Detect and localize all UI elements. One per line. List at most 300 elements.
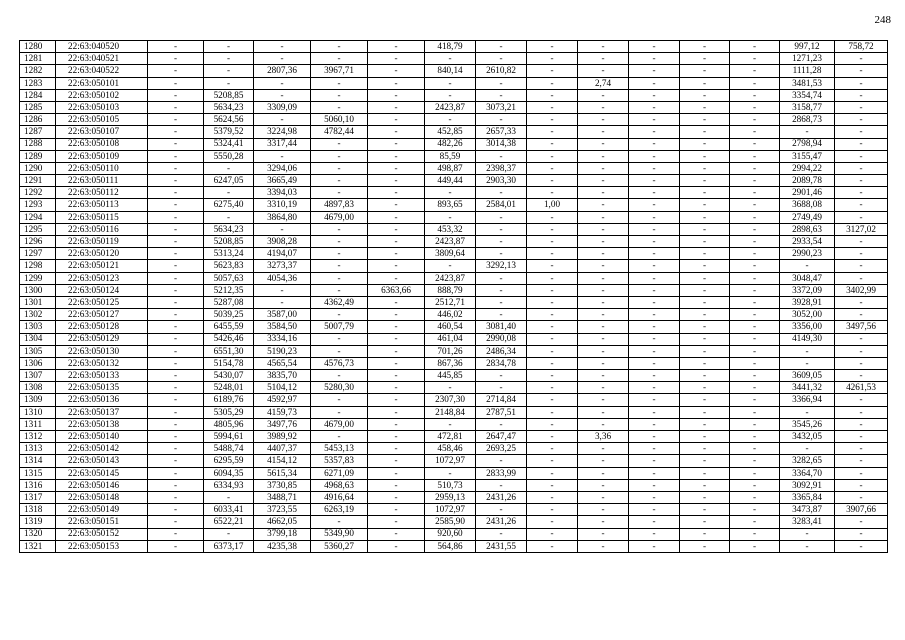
- cadastral-number-cell: 22:63:050110: [56, 162, 148, 174]
- value-cell: -: [311, 394, 368, 406]
- value-cell: -: [368, 272, 425, 284]
- value-cell: -: [425, 89, 476, 101]
- value-cell: -: [148, 516, 204, 528]
- row-number-cell: 1291: [20, 175, 56, 187]
- value-cell: 2834,78: [476, 357, 527, 369]
- value-cell: -: [368, 114, 425, 126]
- value-cell: -: [148, 309, 204, 321]
- value-cell: 4916,64: [311, 491, 368, 503]
- cadastral-number-cell: 22:63:050145: [56, 467, 148, 479]
- value-cell: -: [368, 296, 425, 308]
- value-cell: -: [527, 406, 578, 418]
- value-cell: -: [527, 260, 578, 272]
- value-cell: 5039,25: [204, 309, 254, 321]
- value-cell: -: [148, 333, 204, 345]
- value-cell: 446,02: [425, 309, 476, 321]
- value-cell: -: [835, 89, 888, 101]
- value-cell: 5488,74: [204, 443, 254, 455]
- value-cell: -: [368, 138, 425, 150]
- row-number-cell: 1305: [20, 345, 56, 357]
- value-cell: 5349,90: [311, 528, 368, 540]
- value-cell: -: [527, 357, 578, 369]
- value-cell: -: [629, 53, 680, 65]
- value-cell: -: [730, 101, 780, 113]
- value-cell: 6551,30: [204, 345, 254, 357]
- value-cell: -: [368, 357, 425, 369]
- value-cell: -: [527, 443, 578, 455]
- value-cell: 5550,28: [204, 150, 254, 162]
- value-cell: -: [368, 516, 425, 528]
- value-cell: 5060,10: [311, 114, 368, 126]
- value-cell: 2994,22: [780, 162, 835, 174]
- value-cell: 3908,28: [254, 236, 311, 248]
- value-cell: 418,79: [425, 41, 476, 53]
- value-cell: 3354,74: [780, 89, 835, 101]
- value-cell: -: [780, 540, 835, 552]
- value-cell: -: [578, 491, 629, 503]
- value-cell: -: [476, 479, 527, 491]
- value-cell: 5280,30: [311, 382, 368, 394]
- value-cell: -: [680, 114, 730, 126]
- value-cell: 5357,83: [311, 455, 368, 467]
- value-cell: -: [835, 394, 888, 406]
- row-number-cell: 1311: [20, 418, 56, 430]
- value-cell: -: [730, 175, 780, 187]
- value-cell: -: [680, 491, 730, 503]
- table-row: [20, 162, 888, 174]
- value-cell: -: [148, 382, 204, 394]
- table-row: [20, 101, 888, 113]
- value-cell: -: [476, 114, 527, 126]
- cadastral-number-cell: 22:63:050116: [56, 223, 148, 235]
- value-cell: -: [629, 41, 680, 53]
- value-cell: 3155,47: [780, 150, 835, 162]
- value-cell: -: [730, 260, 780, 272]
- value-cell: -: [254, 223, 311, 235]
- value-cell: -: [629, 516, 680, 528]
- value-cell: -: [311, 89, 368, 101]
- value-cell: -: [368, 321, 425, 333]
- cadastral-number-cell: 22:63:050140: [56, 431, 148, 443]
- value-cell: -: [578, 370, 629, 382]
- value-cell: 510,73: [425, 479, 476, 491]
- value-cell: -: [254, 53, 311, 65]
- value-cell: -: [148, 77, 204, 89]
- value-cell: 888,79: [425, 284, 476, 296]
- value-cell: -: [578, 114, 629, 126]
- value-cell: -: [148, 528, 204, 540]
- row-number-cell: 1301: [20, 296, 56, 308]
- cadastral-number-cell: 22:63:050137: [56, 406, 148, 418]
- cadastral-number-cell: 22:63:040522: [56, 65, 148, 77]
- value-cell: -: [629, 65, 680, 77]
- value-cell: -: [368, 443, 425, 455]
- value-cell: 4194,07: [254, 248, 311, 260]
- value-cell: -: [527, 126, 578, 138]
- value-cell: -: [148, 418, 204, 430]
- value-cell: 2089,78: [780, 175, 835, 187]
- value-cell: -: [578, 211, 629, 223]
- value-cell: -: [527, 162, 578, 174]
- value-cell: 6522,21: [204, 516, 254, 528]
- table-row: [20, 491, 888, 503]
- value-cell: -: [527, 248, 578, 260]
- value-cell: -: [425, 418, 476, 430]
- value-cell: -: [578, 53, 629, 65]
- cadastral-number-cell: 22:63:040520: [56, 41, 148, 53]
- value-cell: -: [680, 443, 730, 455]
- value-cell: 867,36: [425, 357, 476, 369]
- value-cell: -: [476, 370, 527, 382]
- value-cell: -: [730, 284, 780, 296]
- value-cell: -: [311, 138, 368, 150]
- value-cell: -: [730, 162, 780, 174]
- value-cell: -: [835, 162, 888, 174]
- cadastral-number-cell: 22:63:050102: [56, 89, 148, 101]
- row-number-cell: 1298: [20, 260, 56, 272]
- row-number-cell: 1315: [20, 467, 56, 479]
- value-cell: -: [629, 89, 680, 101]
- value-cell: -: [730, 357, 780, 369]
- value-cell: -: [780, 345, 835, 357]
- value-cell: -: [254, 150, 311, 162]
- value-cell: -: [368, 467, 425, 479]
- table-row: [20, 479, 888, 491]
- value-cell: 5379,52: [204, 126, 254, 138]
- value-cell: 5287,08: [204, 296, 254, 308]
- value-cell: 3907,66: [835, 504, 888, 516]
- value-cell: -: [629, 455, 680, 467]
- row-number-cell: 1287: [20, 126, 56, 138]
- value-cell: -: [629, 394, 680, 406]
- value-cell: -: [148, 199, 204, 211]
- value-cell: -: [680, 41, 730, 53]
- cadastral-number-cell: 22:63:050109: [56, 150, 148, 162]
- value-cell: -: [148, 479, 204, 491]
- value-cell: 5104,12: [254, 382, 311, 394]
- value-cell: 5208,85: [204, 236, 254, 248]
- table-row: [20, 321, 888, 333]
- value-cell: -: [148, 41, 204, 53]
- value-cell: -: [148, 162, 204, 174]
- row-number-cell: 1313: [20, 443, 56, 455]
- cadastral-number-cell: 22:63:050132: [56, 357, 148, 369]
- value-cell: -: [148, 150, 204, 162]
- value-cell: -: [680, 53, 730, 65]
- value-cell: -: [368, 504, 425, 516]
- value-cell: -: [368, 370, 425, 382]
- cadastral-number-cell: 22:63:050127: [56, 309, 148, 321]
- value-cell: -: [730, 89, 780, 101]
- value-cell: 3052,00: [780, 309, 835, 321]
- value-cell: -: [148, 223, 204, 235]
- value-cell: -: [835, 187, 888, 199]
- table-row: [20, 223, 888, 235]
- value-cell: -: [476, 41, 527, 53]
- value-cell: -: [730, 479, 780, 491]
- value-cell: -: [680, 126, 730, 138]
- value-cell: -: [148, 296, 204, 308]
- value-cell: -: [835, 248, 888, 260]
- value-cell: -: [578, 199, 629, 211]
- cadastral-number-cell: 22:63:050151: [56, 516, 148, 528]
- value-cell: 3967,71: [311, 65, 368, 77]
- table-row: [20, 516, 888, 528]
- value-cell: -: [527, 370, 578, 382]
- value-cell: -: [680, 89, 730, 101]
- value-cell: -: [835, 138, 888, 150]
- value-cell: 5623,83: [204, 260, 254, 272]
- value-cell: -: [527, 504, 578, 516]
- value-cell: -: [425, 211, 476, 223]
- value-cell: 2585,90: [425, 516, 476, 528]
- value-cell: 3432,05: [780, 431, 835, 443]
- value-cell: -: [730, 77, 780, 89]
- value-cell: -: [578, 443, 629, 455]
- value-cell: -: [578, 467, 629, 479]
- row-number-cell: 1306: [20, 357, 56, 369]
- value-cell: -: [835, 467, 888, 479]
- value-cell: -: [311, 431, 368, 443]
- cadastral-number-cell: 22:63:050146: [56, 479, 148, 491]
- value-cell: 3364,70: [780, 467, 835, 479]
- value-cell: -: [680, 357, 730, 369]
- value-cell: -: [629, 114, 680, 126]
- value-cell: -: [680, 516, 730, 528]
- value-cell: 5360,27: [311, 540, 368, 552]
- value-cell: 2431,26: [476, 516, 527, 528]
- value-cell: -: [148, 370, 204, 382]
- table-body: [20, 41, 888, 553]
- value-cell: -: [527, 321, 578, 333]
- value-cell: -: [780, 528, 835, 540]
- value-cell: -: [835, 296, 888, 308]
- value-cell: -: [680, 394, 730, 406]
- value-cell: 997,12: [780, 41, 835, 53]
- value-cell: 472,81: [425, 431, 476, 443]
- value-cell: -: [578, 101, 629, 113]
- value-cell: -: [629, 443, 680, 455]
- value-cell: 2647,47: [476, 431, 527, 443]
- value-cell: -: [629, 345, 680, 357]
- row-number-cell: 1308: [20, 382, 56, 394]
- value-cell: -: [476, 77, 527, 89]
- value-cell: -: [629, 284, 680, 296]
- value-cell: -: [680, 260, 730, 272]
- value-cell: -: [629, 248, 680, 260]
- value-cell: -: [680, 199, 730, 211]
- value-cell: -: [368, 199, 425, 211]
- table-row: [20, 357, 888, 369]
- value-cell: -: [578, 406, 629, 418]
- value-cell: 920,60: [425, 528, 476, 540]
- value-cell: -: [629, 382, 680, 394]
- value-cell: -: [148, 65, 204, 77]
- value-cell: 3723,55: [254, 504, 311, 516]
- value-cell: -: [578, 455, 629, 467]
- value-cell: -: [148, 53, 204, 65]
- value-cell: 3334,16: [254, 333, 311, 345]
- table-row: [20, 455, 888, 467]
- table-row: [20, 284, 888, 296]
- value-cell: -: [476, 53, 527, 65]
- value-cell: -: [835, 126, 888, 138]
- value-cell: 2486,34: [476, 345, 527, 357]
- value-cell: -: [527, 491, 578, 503]
- value-cell: -: [148, 175, 204, 187]
- value-cell: 1072,97: [425, 455, 476, 467]
- value-cell: -: [780, 260, 835, 272]
- value-cell: -: [527, 187, 578, 199]
- value-cell: -: [527, 211, 578, 223]
- value-cell: 2148,84: [425, 406, 476, 418]
- value-cell: 3127,02: [835, 223, 888, 235]
- value-cell: -: [835, 150, 888, 162]
- table-row: [20, 406, 888, 418]
- value-cell: -: [730, 211, 780, 223]
- value-cell: -: [780, 357, 835, 369]
- value-cell: 5430,07: [204, 370, 254, 382]
- value-cell: -: [527, 138, 578, 150]
- value-cell: -: [730, 321, 780, 333]
- value-cell: 5208,85: [204, 89, 254, 101]
- value-cell: 1,00: [527, 199, 578, 211]
- value-cell: 2657,33: [476, 126, 527, 138]
- value-cell: 4576,73: [311, 357, 368, 369]
- value-cell: -: [680, 138, 730, 150]
- value-cell: -: [368, 491, 425, 503]
- value-cell: -: [368, 236, 425, 248]
- cadastral-number-cell: 22:63:050136: [56, 394, 148, 406]
- value-cell: -: [680, 309, 730, 321]
- value-cell: 3584,50: [254, 321, 311, 333]
- value-cell: 3864,80: [254, 211, 311, 223]
- value-cell: -: [835, 309, 888, 321]
- value-cell: 2693,25: [476, 443, 527, 455]
- value-cell: -: [730, 223, 780, 235]
- table-row: [20, 65, 888, 77]
- value-cell: -: [730, 236, 780, 248]
- value-cell: -: [730, 540, 780, 552]
- cadastral-number-cell: 22:63:050148: [56, 491, 148, 503]
- value-cell: -: [311, 516, 368, 528]
- value-cell: 3365,84: [780, 491, 835, 503]
- value-cell: -: [730, 431, 780, 443]
- value-cell: -: [629, 296, 680, 308]
- cadastral-number-cell: 22:63:050107: [56, 126, 148, 138]
- table-row: [20, 138, 888, 150]
- value-cell: 3224,98: [254, 126, 311, 138]
- value-cell: -: [578, 309, 629, 321]
- value-cell: -: [835, 443, 888, 455]
- value-cell: -: [730, 455, 780, 467]
- value-cell: -: [148, 394, 204, 406]
- value-cell: -: [204, 211, 254, 223]
- value-cell: 3310,19: [254, 199, 311, 211]
- value-cell: 3545,26: [780, 418, 835, 430]
- value-cell: -: [578, 126, 629, 138]
- value-cell: 3835,70: [254, 370, 311, 382]
- value-cell: 6271,09: [311, 467, 368, 479]
- value-cell: 5624,56: [204, 114, 254, 126]
- value-cell: 2798,94: [780, 138, 835, 150]
- value-cell: 2787,51: [476, 406, 527, 418]
- value-cell: -: [368, 479, 425, 491]
- value-cell: -: [578, 504, 629, 516]
- value-cell: 3294,06: [254, 162, 311, 174]
- value-cell: 3497,56: [835, 321, 888, 333]
- value-cell: 3356,00: [780, 321, 835, 333]
- value-cell: -: [629, 150, 680, 162]
- value-cell: 6455,59: [204, 321, 254, 333]
- value-cell: -: [578, 223, 629, 235]
- value-cell: -: [311, 77, 368, 89]
- value-cell: 1271,23: [780, 53, 835, 65]
- value-cell: -: [204, 65, 254, 77]
- value-cell: -: [425, 114, 476, 126]
- table-row: [20, 187, 888, 199]
- value-cell: 3497,76: [254, 418, 311, 430]
- value-cell: -: [527, 101, 578, 113]
- value-cell: -: [148, 101, 204, 113]
- value-cell: -: [680, 528, 730, 540]
- cadastral-number-cell: 22:63:050119: [56, 236, 148, 248]
- value-cell: 3688,08: [780, 199, 835, 211]
- value-cell: 5324,41: [204, 138, 254, 150]
- value-cell: -: [730, 333, 780, 345]
- value-cell: 840,14: [425, 65, 476, 77]
- value-cell: -: [835, 431, 888, 443]
- value-cell: -: [835, 370, 888, 382]
- value-cell: -: [629, 77, 680, 89]
- value-cell: -: [578, 479, 629, 491]
- value-cell: -: [578, 357, 629, 369]
- value-cell: 3273,37: [254, 260, 311, 272]
- value-cell: -: [780, 126, 835, 138]
- value-cell: -: [148, 321, 204, 333]
- value-cell: -: [629, 260, 680, 272]
- row-number-cell: 1295: [20, 223, 56, 235]
- value-cell: -: [368, 77, 425, 89]
- value-cell: -: [730, 296, 780, 308]
- value-cell: -: [425, 77, 476, 89]
- value-cell: -: [148, 272, 204, 284]
- value-cell: -: [368, 211, 425, 223]
- value-cell: 3473,87: [780, 504, 835, 516]
- value-cell: -: [368, 53, 425, 65]
- value-cell: -: [730, 272, 780, 284]
- row-number-cell: 1293: [20, 199, 56, 211]
- value-cell: -: [476, 187, 527, 199]
- row-number-cell: 1281: [20, 53, 56, 65]
- value-cell: 2714,84: [476, 394, 527, 406]
- value-cell: -: [476, 528, 527, 540]
- value-cell: -: [629, 126, 680, 138]
- value-cell: -: [780, 406, 835, 418]
- value-cell: -: [835, 114, 888, 126]
- value-cell: -: [368, 406, 425, 418]
- value-cell: 4407,37: [254, 443, 311, 455]
- cadastral-number-cell: 22:63:040521: [56, 53, 148, 65]
- value-cell: 2431,26: [476, 491, 527, 503]
- row-number-cell: 1285: [20, 101, 56, 113]
- row-number-cell: 1314: [20, 455, 56, 467]
- value-cell: 2749,49: [780, 211, 835, 223]
- row-number-cell: 1288: [20, 138, 56, 150]
- cadastral-number-cell: 22:63:050143: [56, 455, 148, 467]
- value-cell: -: [629, 528, 680, 540]
- row-number-cell: 1318: [20, 504, 56, 516]
